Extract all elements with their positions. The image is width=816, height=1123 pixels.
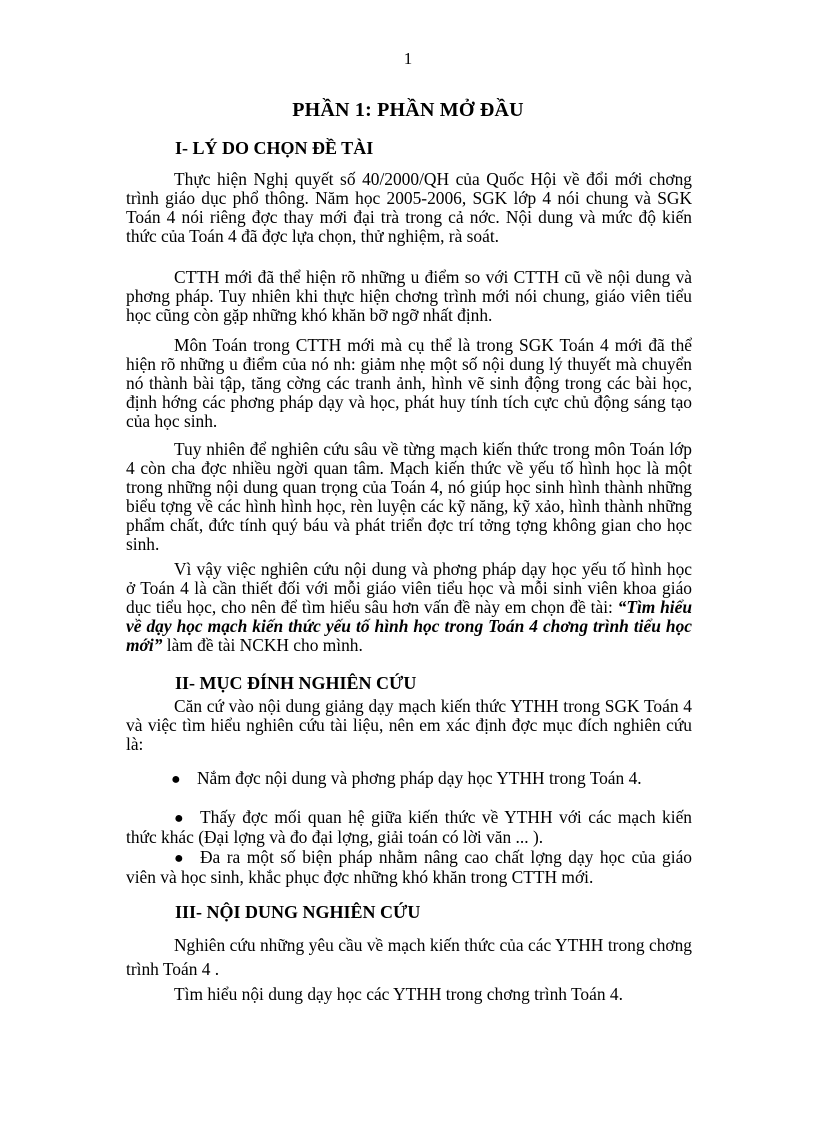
section-3-paragraph-1: Nghiên cứu những yêu cầu về mạch kiến thức của các YTHH trong chơng trình Toán 4 . <box>126 935 692 979</box>
section-1-heading: I- LÝ DO CHỌN ĐỀ TÀI <box>175 138 374 158</box>
section-1-paragraph-1: Thực hiện Nghị quyết số 40/2000/QH của Quốc Hội về đổi mới chơng trình giáo dục phổ thông. Năm học 2005-2006, SGK lớp 4 nói chung và SGK Toán 4 nói riêng đợc thay mới đại trà trong cả nớc. Nội dung và mức độ kiến thức của Toán 4 đã đợc lựa chọn, thử nghiệm, rà soát. <box>126 169 692 246</box>
page-number: 1 <box>403 49 413 68</box>
paragraph-5-lead: Vì vậy việc nghiên cứu nội dung và phơng pháp dạy học yếu tố hình học ở Toán 4 là cần thiết đối với mỗi giáo viên tiểu học và mỗi sinh viên khoa giáo dục tiểu học, cho nên để tìm hiểu sâu hơn vấn đề này em chọn đề tài: <box>126 559 692 617</box>
bullet-dot-icon: ● <box>174 810 184 827</box>
bullet-item-3 <box>126 848 692 887</box>
section-2-intro: Căn cứ vào nội dung giảng dạy mạch kiến thức YTHH trong SGK Toán 4 và việc tìm hiểu nghiên cứu tài liệu, nên em xác định đợc mục đích nghiên cứu là: <box>126 696 692 754</box>
paragraph-5-tail: làm đề tài NCKH cho mình. <box>166 635 363 655</box>
main-title: PHẦN 1: PHẦN MỞ ĐẦU <box>292 99 524 121</box>
section-3-heading: III- NỘI DUNG NGHIÊN CỨU <box>175 902 421 922</box>
bullet-item-text: Thấy đợc mối quan hệ giữa kiến thức về YTHH với các mạch kiến thức khác (Đại lợng và đo đại lợng, giải toán có lời văn ... ). <box>126 807 692 847</box>
bullet-dot-icon: ● <box>171 771 181 788</box>
bullet-item-1 <box>126 769 692 789</box>
section-1-paragraph-3: Môn Toán trong CTTH mới mà cụ thể là trong SGK Toán 4 mới đã thể hiện rõ những u điểm của nó nh: giảm nhẹ một số nội dung lý thuyết mà chuyển nó thành bài tập, tăng cờng các tranh ảnh, hình vẽ sinh động trong các bài học, định hớng các phơng pháp dạy và học, phát huy tính tích cực chủ động sáng tạo của học sinh. <box>126 335 692 431</box>
bullet-dot-icon: ● <box>174 850 184 867</box>
section-1-paragraph-4: Tuy nhiên để nghiên cứu sâu về từng mạch kiến thức trong môn Toán lớp 4 còn cha đợc nhiều ngời quan tâm. Mạch kiến thức về yếu tố hình học là một trong những nội dung quan trọng của Toán 4, nó giúp học sinh hình thành những biểu tợng về các hình hình học, rèn luyện các kỹ năng, kỹ xảo, hình thành những phẩm chất, đức tính quý báu và phát triển đợc trí tởng tợng không gian cho học sinh. <box>126 439 692 554</box>
section-1-paragraph-5 <box>126 560 692 655</box>
research-topic: “Tìm hiểu về dạy học mạch kiến thức yếu tố hình học trong Toán 4 chơng trình tiểu học mới” <box>126 597 692 655</box>
section-1-paragraph-2: CTTH mới đã thể hiện rõ những u điểm so với CTTH cũ về nội dung và phơng pháp. Tuy nhiên khi thực hiện chơng trình mới nói chung, giáo viên tiểu học cũng còn gặp những khó khăn bỡ ngỡ nhất định. <box>126 267 692 325</box>
section-2-heading: II- MỤC ĐÍNH NGHIÊN CỨU <box>175 673 417 693</box>
bullet-item-text: Đa ra một số biện pháp nhằm nâng cao chất lợng dạy học của giáo viên và học sinh, khắc phục đợc những khó khăn trong CTTH mới. <box>126 847 692 887</box>
section-3-paragraph-2: Tìm hiểu nội dung dạy học các YTHH trong chơng trình Toán 4. <box>174 984 623 1004</box>
bullet-item-2 <box>126 808 692 847</box>
bullet-item-text: Nắm đợc nội dung và phơng pháp dạy học YTHH trong Toán 4. <box>197 768 642 788</box>
